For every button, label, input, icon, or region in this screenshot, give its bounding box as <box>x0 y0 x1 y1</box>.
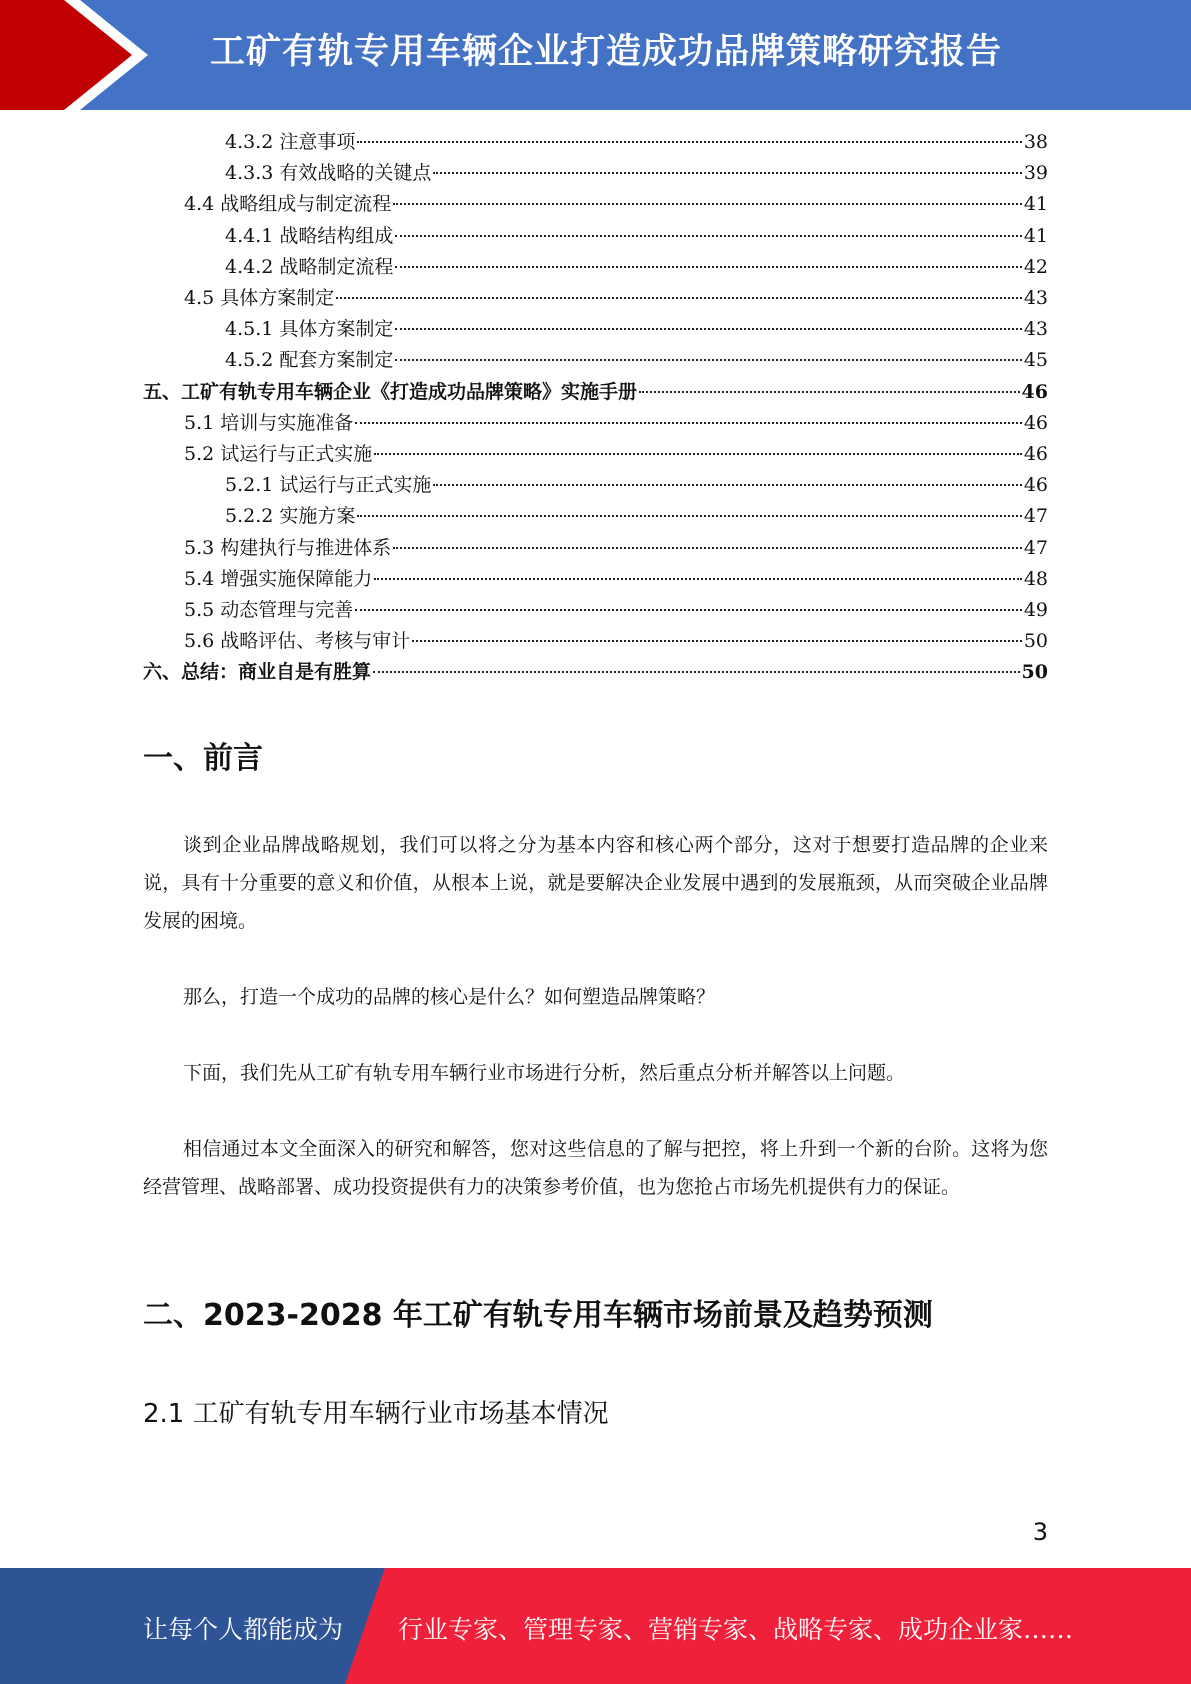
toc-entry[interactable] <box>225 314 1048 345</box>
toc-entry-title: 4.5.2 配套方案制定 <box>225 349 394 372</box>
toc-leader-dots <box>336 297 1022 299</box>
toc-entry-title: 4.4.2 战略制定流程 <box>225 255 394 278</box>
footer-slogan-right: 行业专家、管理专家、营销专家、战略专家、成功企业家…… <box>398 1615 1074 1644</box>
toc-entry-title: 4.4.1 战略结构组成 <box>225 224 394 247</box>
report-title: 工矿有轨专用车辆企业打造成功品牌策略研究报告 <box>210 32 1003 72</box>
toc-entry-title: 5.3 构建执行与推进体系 <box>184 536 392 559</box>
toc-leader-dots <box>357 141 1021 143</box>
toc-entry-page: 46 <box>1021 380 1048 403</box>
page-number: 3 <box>1032 1518 1048 1546</box>
toc-entry-title: 5.1 培训与实施准备 <box>184 411 354 434</box>
toc-entry[interactable] <box>184 189 1048 220</box>
toc-entry-page: 49 <box>1023 599 1048 621</box>
toc-entry[interactable] <box>225 501 1048 532</box>
toc-entry[interactable] <box>184 595 1048 626</box>
paragraph: 相信通过本文全面深入的研究和解答，您对这些信息的了解与把控，将上升到一个新的台阶。这将为您经营管理、战略部署、成功投资提供有力的决策参考价值，也为您抢占市场先机提供有力的保证。 <box>143 1138 1048 1198</box>
toc-entry-title: 5.2.2 实施方案 <box>225 505 356 528</box>
footer-slogan-left: 让每个人都能成为 <box>143 1615 344 1644</box>
toc-entry-title: 4.3.3 有效战略的关键点 <box>225 162 432 185</box>
toc-entry-title: 5.2 试运行与正式实施 <box>184 443 373 465</box>
toc-entry-page: 43 <box>1023 287 1048 309</box>
toc-entry-title: 4.3.2 注意事项 <box>225 131 356 153</box>
toc-leader-dots <box>412 640 1022 642</box>
toc-entry[interactable] <box>225 127 1048 158</box>
paragraph: 下面，我们先从工矿有轨专用车辆行业市场进行分析，然后重点分析并解答以上问题。 <box>183 1062 906 1084</box>
paragraph: 那么，打造一个成功的品牌的核心是什么？如何塑造品牌策略？ <box>183 986 716 1008</box>
toc-leader-dots <box>374 578 1022 580</box>
toc-entry-page: 41 <box>1023 193 1048 216</box>
toc-entry-page: 41 <box>1023 224 1048 247</box>
toc-leader-dots <box>395 266 1021 268</box>
toc-leader-dots <box>433 484 1021 486</box>
toc-entry[interactable] <box>143 657 1048 688</box>
section-heading-preface: 一、前言 <box>143 741 263 776</box>
toc-leader-dots <box>393 203 1022 205</box>
toc-entry-page: 43 <box>1023 318 1048 341</box>
toc-leader-dots <box>395 328 1021 330</box>
toc-entry[interactable] <box>184 533 1048 564</box>
toc-entry-page: 46 <box>1023 411 1048 434</box>
toc-leader-dots <box>639 391 1020 393</box>
toc-entry[interactable] <box>184 283 1048 314</box>
toc-leader-dots <box>374 453 1022 455</box>
paragraph: 谈到企业品牌战略规划，我们可以将之分为基本内容和核心两个部分，这对于想要打造品牌的企业来说，具有十分重要的意义和价值，从根本上说，就是要解决企业发展中遇到的发展瓶颈，从而突破企业品牌发展的困境。 <box>143 834 1048 932</box>
header-red-chevron <box>0 0 150 110</box>
toc-entry-title: 4.4 战略组成与制定流程 <box>184 193 392 216</box>
toc-entry[interactable] <box>143 377 1048 408</box>
toc-entry-title: 5.4 增强实施保障能力 <box>184 567 373 590</box>
toc-leader-dots <box>395 235 1021 237</box>
toc-entry-page: 39 <box>1023 162 1048 185</box>
toc-entry[interactable] <box>184 408 1048 439</box>
toc-entry-title: 五、工矿有轨专用车辆企业《打造成功品牌策略》实施手册 <box>143 380 638 403</box>
toc-entry[interactable] <box>184 564 1048 595</box>
toc-entry[interactable] <box>225 252 1048 283</box>
toc-entry-title: 4.5 具体方案制定 <box>184 287 335 309</box>
toc-leader-dots <box>355 422 1022 424</box>
toc-entry-page: 45 <box>1023 349 1048 372</box>
toc-entry[interactable] <box>184 439 1048 470</box>
toc-leader-dots <box>393 547 1022 549</box>
toc-leader-dots <box>355 609 1022 611</box>
toc-entry[interactable] <box>184 626 1048 657</box>
toc-leader-dots <box>357 515 1021 517</box>
toc-entry[interactable] <box>225 470 1048 501</box>
toc-entry-page: 46 <box>1023 474 1048 497</box>
toc-entry-title: 5.5 动态管理与完善 <box>184 599 354 621</box>
toc-entry[interactable] <box>225 221 1048 252</box>
toc-leader-dots <box>433 172 1021 174</box>
toc-entry-title: 5.2.1 试运行与正式实施 <box>225 474 432 497</box>
toc-entry-page: 38 <box>1023 131 1048 153</box>
toc-entry-page: 42 <box>1023 255 1048 278</box>
subsection-heading: 2.1 工矿有轨专用车辆行业市场基本情况 <box>143 1399 609 1429</box>
toc-leader-dots <box>395 359 1021 361</box>
toc-entry-page: 50 <box>1023 630 1048 653</box>
toc-entry-page: 47 <box>1023 536 1048 559</box>
toc-entry-page: 46 <box>1023 443 1048 465</box>
section-heading-market-forecast: 二、2023-2028 年工矿有轨专用车辆市场前景及趋势预测 <box>143 1298 933 1333</box>
toc-entry-page: 50 <box>1021 661 1048 684</box>
toc-entry-title: 5.6 战略评估、考核与审计 <box>184 630 411 653</box>
toc-entry-title: 4.5.1 具体方案制定 <box>225 318 394 341</box>
toc-entry-page: 48 <box>1023 567 1048 590</box>
toc-entry[interactable] <box>225 345 1048 376</box>
toc-entry[interactable] <box>225 158 1048 189</box>
toc-entry-title: 六、总结：商业自是有胜算 <box>143 661 372 684</box>
toc-leader-dots <box>373 671 1020 673</box>
header-banner <box>0 0 1191 110</box>
toc-entry-page: 47 <box>1023 505 1048 528</box>
footer-banner <box>0 1568 1191 1684</box>
